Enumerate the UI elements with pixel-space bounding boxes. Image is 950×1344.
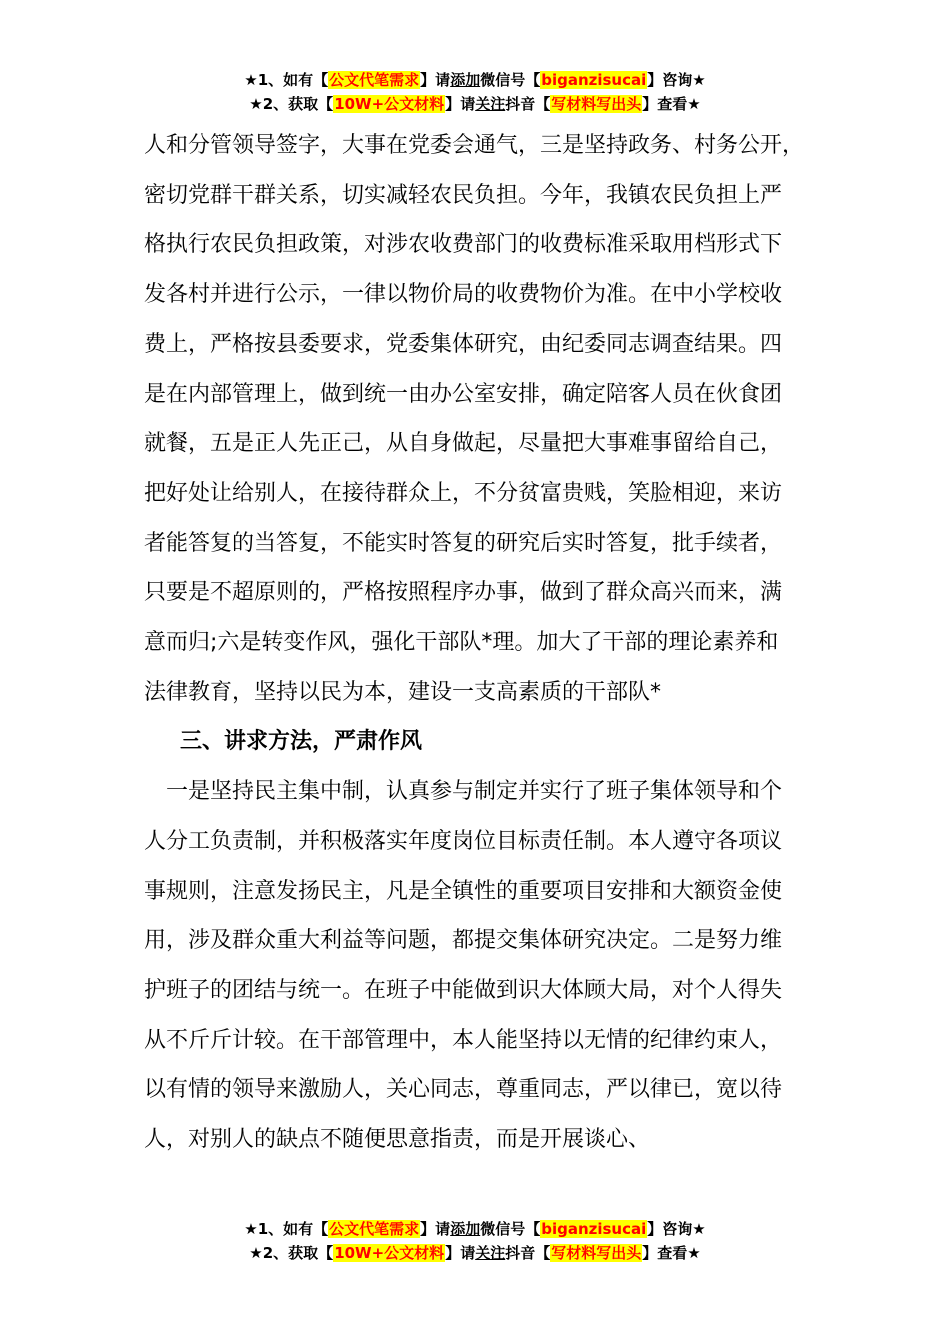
text-line: 只要是不超原则的，严格按照程序办事，做到了群众高兴而来，满 (144, 580, 783, 606)
banner-text: 】查看★ (642, 95, 701, 113)
section-heading: 三、讲求方法，严肃作风 (180, 729, 423, 755)
text-line: 人和分管领导签字，大事在党委会通气，三是坚持政务、村务公开， (144, 133, 805, 158)
banner-text: 抖音【 (505, 1244, 551, 1262)
text-line: 用，涉及群众重大利益等问题，都提交集体研究决定。二是努力维 (144, 928, 783, 954)
highlight-materials: 10W+公文材料 (334, 95, 445, 113)
footer-banner (0, 1217, 950, 1265)
banner-line-1 (0, 1217, 950, 1241)
underlined-follow: 关注 (475, 95, 506, 113)
text-line: 者能答复的当答复，不能实时答复的研究后实时答复，批手续者， (144, 530, 783, 556)
banner-line-1 (0, 68, 950, 92)
highlight-wechat-id: biganzisucai (541, 1220, 647, 1238)
banner-text: 】请 (445, 95, 476, 113)
text-line: 人，对别人的缺点不随便思意指责，而是开展谈心、 (144, 1127, 651, 1153)
header-banner (0, 68, 950, 116)
highlight-ghostwriting: 公文代笔需求 (329, 71, 420, 89)
text-line: 密切党群干群关系，切实减轻农民负担。今年，我镇农民负担上严 (144, 182, 783, 208)
text-line: 费上，严格按县委要求，党委集体研究，由纪委同志调查结果。四 (144, 331, 783, 357)
document-body (144, 121, 834, 1165)
text-line: 一是坚持民主集中制，认真参与制定并实行了班子集体领导和个 (144, 779, 783, 805)
paragraph-1 (144, 121, 834, 717)
banner-text: 】请 (420, 71, 451, 89)
highlight-ghostwriting: 公文代笔需求 (329, 1220, 420, 1238)
banner-line-2 (0, 92, 950, 116)
highlight-materials: 10W+公文材料 (334, 1244, 445, 1262)
text-line: 事规则，注意发扬民主，凡是全镇性的重要项目安排和大额资金使 (144, 878, 783, 904)
text-line: 发各村并进行公示，一律以物价局的收费物价为准。在中小学校收 (144, 282, 783, 308)
highlight-wechat-id: biganzisucai (541, 71, 647, 89)
banner-text: 微信号【 (480, 1220, 541, 1238)
underlined-follow: 关注 (475, 1244, 506, 1262)
text-line: 法律教育，坚持以民为本，建设一支高素质的干部队* (144, 679, 662, 705)
text-line: 从不斤斤计较。在干部管理中，本人能坚持以无情的纪律约束人， (144, 1027, 783, 1053)
highlight-douyin-id: 写材料写出头 (551, 95, 642, 113)
banner-text: 】请 (420, 1220, 451, 1238)
text-line: 意而归;六是转变作风，强化干部队*理。加大了干部的理论素养和 (144, 630, 779, 656)
text-line: 以有情的领导来激励人，关心同志，尊重同志，严以律已，宽以待 (144, 1077, 783, 1103)
banner-text: ★2、获取【 (249, 95, 334, 113)
banner-text: 】咨询★ (647, 1220, 706, 1238)
underlined-add: 添加 (450, 71, 481, 89)
text-line: 护班子的团结与统一。在班子中能做到识大体顾大局，对个人得失 (144, 977, 783, 1003)
text-line: 格执行农民负担政策，对涉农收费部门的收费标准采取用档形式下 (144, 232, 783, 258)
paragraph-2 (144, 767, 834, 1165)
banner-text: ★1、如有【 (244, 1220, 329, 1238)
text-line: 就餐，五是正人先正己，从自身做起，尽量把大事难事留给自己， (144, 431, 783, 457)
banner-text: 】查看★ (642, 1244, 701, 1262)
banner-line-2 (0, 1241, 950, 1265)
banner-text: ★2、获取【 (249, 1244, 334, 1262)
highlight-douyin-id: 写材料写出头 (551, 1244, 642, 1262)
text-line: 是在内部管理上，做到统一由办公室安排，确定陪客人员在伙食团 (144, 381, 783, 407)
banner-text: 微信号【 (480, 71, 541, 89)
banner-text: 】咨询★ (647, 71, 706, 89)
text-line: 人分工负责制，并积极落实年度岗位目标责任制。本人遵守各项议 (144, 828, 783, 854)
banner-text: 抖音【 (505, 95, 551, 113)
text-line: 把好处让给别人，在接待群众上，不分贫富贵贱，笑脸相迎，来访 (144, 480, 783, 506)
banner-text: 】请 (445, 1244, 476, 1262)
underlined-add: 添加 (450, 1220, 481, 1238)
banner-text: ★1、如有【 (244, 71, 329, 89)
